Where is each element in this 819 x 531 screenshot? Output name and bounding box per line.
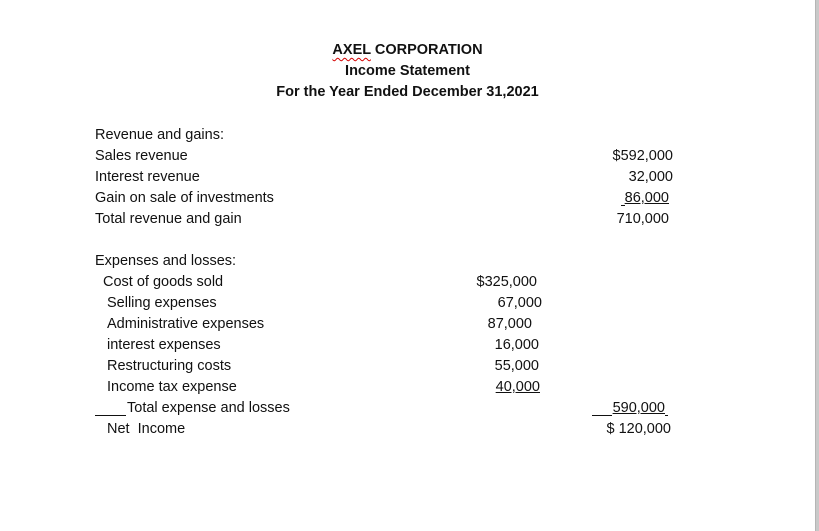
statement-period: For the Year Ended December 31,2021 (276, 84, 539, 100)
company-name-part2: CORPORATION (374, 42, 483, 58)
total-expense-leader-line (95, 415, 126, 416)
expense-label-restructuring: Restructuring costs (107, 358, 232, 374)
total-expense-underline-tail (665, 415, 668, 416)
expenses-total-amount (560, 399, 665, 417)
expense-amount-cogs: $325,000 (476, 274, 537, 290)
statement-title: Income Statement (345, 63, 470, 79)
revenue-amount-gain (560, 189, 669, 207)
expense-amount-interest: 16,000 (494, 337, 539, 353)
company-name (0, 41, 815, 59)
expenses-total-label: Total expense and losses (127, 400, 290, 416)
expense-amount-restructuring: 55,000 (494, 358, 539, 374)
expense-amount-selling: 67,000 (497, 295, 542, 311)
expenses-total-amount-value: 590,000 (612, 400, 665, 416)
expense-label-admin: Administrative expenses (107, 316, 265, 332)
revenue-amount-interest: 32,000 (628, 169, 673, 185)
expense-label-interest: interest expenses (107, 337, 221, 353)
expense-label-selling: Selling expenses (107, 295, 217, 311)
revenue-heading: Revenue and gains: (95, 127, 224, 143)
expense-label-cogs: Cost of goods sold (103, 274, 224, 290)
revenue-label-gain: Gain on sale of investments (95, 190, 274, 206)
revenue-label-interest: Interest revenue (95, 169, 200, 185)
expense-amount-tax (430, 378, 540, 396)
page-edge-border (815, 0, 819, 531)
expense-amount-tax-value: 40,000 (495, 379, 540, 395)
company-name-part1: AXEL (332, 42, 371, 58)
revenue-total-label: Total revenue and gain (95, 211, 242, 227)
revenue-label-sales: Sales revenue (95, 148, 188, 164)
expense-label-tax: Income tax expense (107, 379, 237, 395)
revenue-amount-gain-value: 86,000 (624, 190, 669, 206)
net-income-label: Net Income (107, 421, 186, 437)
expenses-heading: Expenses and losses: (95, 253, 237, 269)
underline-lead (621, 205, 625, 206)
revenue-total-amount: 710,000 (616, 211, 669, 227)
expense-amount-admin: 87,000 (487, 316, 532, 332)
net-income-amount: $ 120,000 (606, 421, 671, 437)
revenue-amount-sales: $592,000 (612, 148, 673, 164)
